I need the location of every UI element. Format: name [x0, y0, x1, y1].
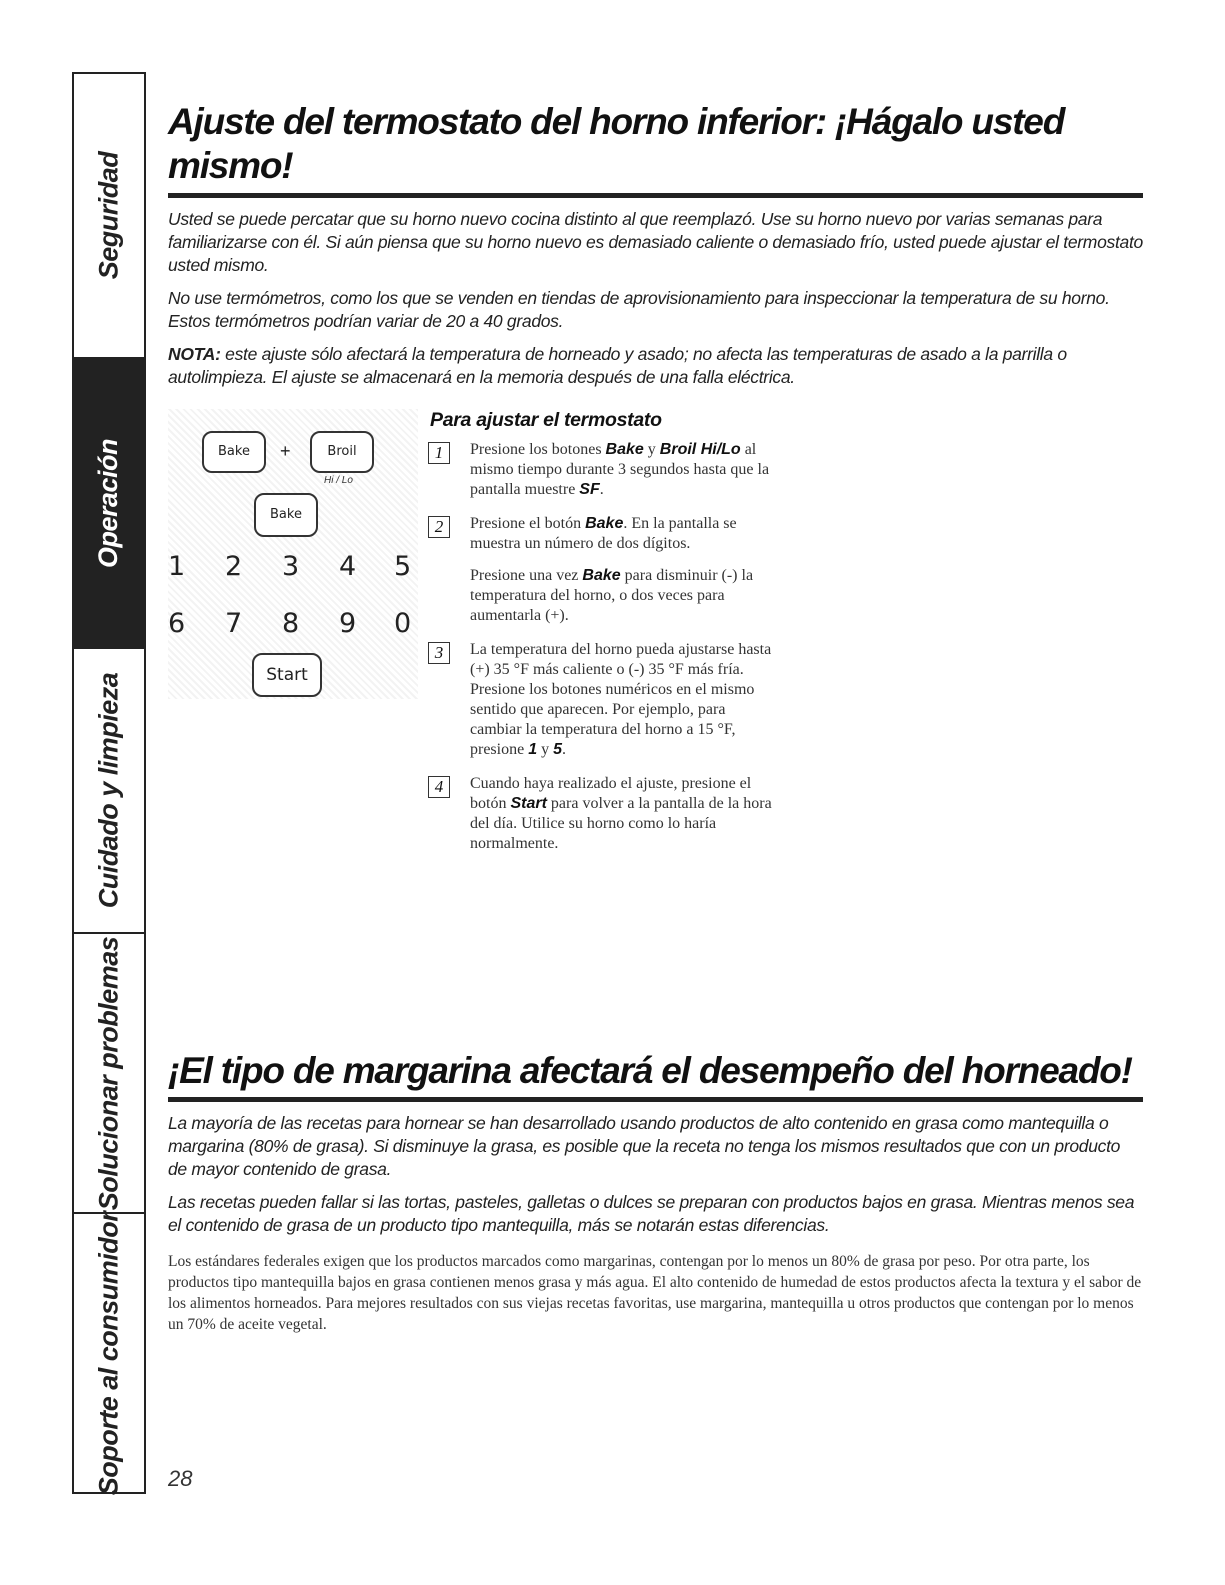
- hilo-label: Hi / Lo: [324, 474, 353, 486]
- digit-key: 8: [282, 607, 300, 639]
- tab-label: Operación: [93, 438, 124, 568]
- intro-paragraph: Usted se puede percatar que su horno nuevo cocina distinto al que reemplazó. Use su horno nuevo por varias semanas para familiarizarse con él. Si aún piensa que su horno nuevo es demasiado caliente o demasiado frío, usted puede ajustar el termostato usted mismo.: [168, 208, 1143, 275]
- thermostat-intro: [168, 208, 1143, 389]
- tab-label: Seguridad: [93, 151, 124, 280]
- plus-sign: +: [280, 440, 291, 461]
- step-text: Presione el botón Bake. En la pantalla se muestra un número de dos dígitos.: [470, 514, 737, 552]
- page-number: 28: [168, 1466, 193, 1491]
- step-text: La temperatura del horno pueda ajustarse hasta (+) 35 °F más caliente o (-) 35 °F más fría. Presione los botones numéricos en el mismo sentido que aparecen. Por ejemplo, para cambiar la temperatura del horno a 15 °F, presione 1 y 5.: [470, 640, 772, 758]
- margarine-section: [168, 1049, 1143, 1335]
- step-4: [420, 774, 780, 854]
- step-number: 1: [428, 442, 450, 464]
- digit-key: 0: [394, 607, 412, 639]
- margarine-body: [168, 1251, 1143, 1335]
- step-2: [420, 514, 780, 626]
- start-button: Start: [252, 653, 322, 697]
- digit-key: 6: [168, 607, 186, 639]
- step-3: [420, 640, 780, 760]
- tab-label: Cuidado y limpieza: [93, 672, 124, 909]
- nota-text: este ajuste sólo afectará la temperatura de horneado y asado; no afecta las temperaturas de asado a la parrilla o autolimpieza. El ajuste se almacenará en la memoria después de una falla eléctrica.: [168, 343, 1067, 387]
- digit-key: 4: [339, 550, 357, 582]
- step-text: Presione los botones Bake y Broil Hi/Lo al mismo tiempo durante 3 segundos hasta que la pantalla muestre SF.: [470, 440, 770, 498]
- step-number: 3: [428, 642, 450, 664]
- section-title-margarine: ¡El tipo de margarina afectará el desempeño del horneado!: [168, 1049, 1143, 1102]
- bake-button: Bake: [202, 431, 266, 473]
- step-text: Presione una vez Bake para disminuir (-) la temperatura del horno, o dos veces para aumentarla (+).: [470, 566, 754, 624]
- step-number: 2: [428, 516, 450, 538]
- control-panel-illustration: [168, 409, 418, 699]
- tab-operacion[interactable]: [74, 359, 144, 649]
- step-text: Cuando haya realizado el ajuste, presione el botón Start para volver a la pantalla de la hora del día. Utilice su horno como lo haría normalmente.: [470, 774, 772, 852]
- thermostat-steps-area: [168, 409, 1143, 1049]
- digit-key: 7: [225, 607, 243, 639]
- intro-paragraph: La mayoría de las recetas para hornear se han desarrollado usando productos de alto contenido en grasa como mantequilla o margarina (80% de grasa). Si disminuye la grasa, es posible que la receta no tenga los mismos resultados que con un producto de mayor contenido de grasa.: [168, 1113, 1121, 1180]
- section-sidebar: [72, 72, 146, 1494]
- section-title-thermostat: Ajuste del termostato del horno inferior: ¡Hágalo usted mismo!: [168, 100, 1143, 198]
- tab-solucionar-problemas[interactable]: [74, 934, 144, 1214]
- digit-key: 2: [225, 550, 243, 582]
- nota-paragraph: [168, 343, 1143, 389]
- thermostat-instructions: [420, 409, 780, 868]
- tab-cuidado-y-limpieza[interactable]: [74, 649, 144, 934]
- intro-paragraph: No use termómetros, como los que se venden en tiendas de aprovisionamiento para inspeccionar la temperatura de su horno. Estos termómetros podrían variar de 20 a 40 grados.: [168, 287, 1110, 331]
- main-content: [168, 100, 1143, 1335]
- tab-seguridad[interactable]: [74, 74, 144, 359]
- broil-button: Broil: [310, 431, 374, 473]
- intro-paragraph: Las recetas pueden fallar si las tortas, pasteles, galletas o dulces se preparan con productos bajos en grasa. Mientras menos sea el contenido de grasa de un producto tipo mantequilla, más se notarán estas diferencias.: [168, 1192, 1135, 1236]
- tab-soporte-al-consumidor[interactable]: [74, 1211, 144, 1495]
- digit-key: 9: [339, 607, 357, 639]
- step-1: [420, 440, 780, 500]
- digit-key: 1: [168, 550, 186, 582]
- bake-button-2: Bake: [254, 493, 318, 537]
- tab-label: Soporte al consumidor: [93, 1211, 124, 1495]
- digit-key: 5: [394, 550, 412, 582]
- nota-label: NOTA:: [168, 343, 221, 364]
- step-number: 4: [428, 776, 450, 798]
- instructions-heading: Para ajustar el termostato: [430, 408, 662, 431]
- tab-label: Solucionar problemas: [93, 936, 124, 1210]
- margarine-intro: [168, 1112, 1143, 1237]
- digit-key: 3: [282, 550, 300, 582]
- body-paragraph: Los estándares federales exigen que los productos marcados como margarinas, contengan por lo menos un 80% de grasa por peso. Por otra parte, los productos tipo mantequilla bajos en grasa contienen menos grasa y más agua. El alto contenido de humedad de estos productos afecta la textura y el sabor de los alimentos horneados. Para mejores resultados con sus viejas recetas favoritas, use margarina, mantequilla u otros productos que contengan por lo menos un 70% de aceite vegetal.: [168, 1253, 1142, 1334]
